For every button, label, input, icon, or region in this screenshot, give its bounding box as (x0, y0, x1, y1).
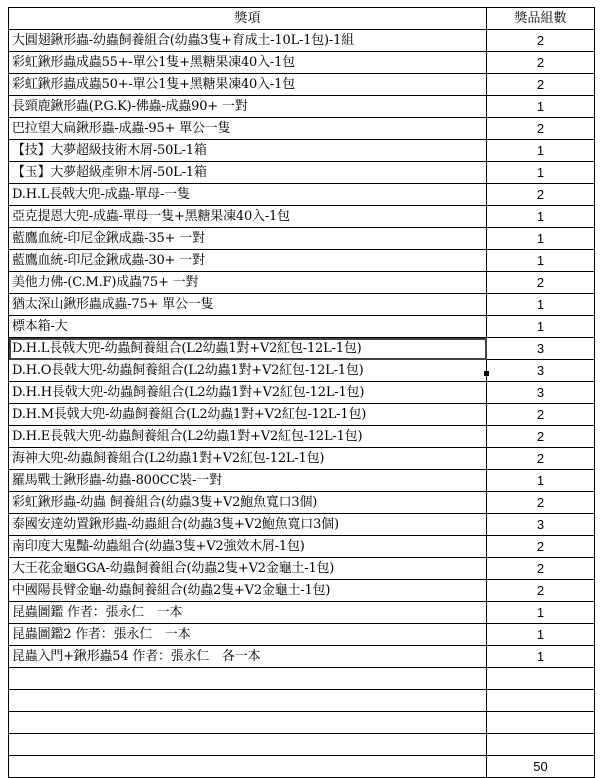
prize-qty-cell[interactable]: 1 (487, 624, 595, 646)
table-row (9, 536, 595, 558)
table-row (9, 646, 595, 668)
prize-name-cell[interactable]: 亞克提恩大兜-成蟲-單母一隻+黑糖果凍40入-1包 (9, 206, 487, 228)
prize-name-cell[interactable]: 藍鷹血統-印尼金鍬成蟲-30+ 一對 (9, 250, 487, 272)
table-row (9, 382, 595, 404)
table-row (9, 470, 595, 492)
table-row (9, 184, 595, 206)
prize-qty-cell[interactable]: 1 (487, 646, 595, 668)
header-item-cell[interactable]: 獎項 (9, 8, 487, 30)
prize-qty-cell[interactable]: 2 (487, 536, 595, 558)
prize-name-cell[interactable]: 海神大兜-幼蟲飼養組合(L2幼蟲1對+V2紅包-12L-1包) (9, 448, 487, 470)
prize-name-cell[interactable]: 泰國安達幼置鍬形蟲-幼蟲組合(幼蟲3隻+V2鮑魚寬口3個) (9, 514, 487, 536)
prize-qty-cell[interactable]: 2 (487, 404, 595, 426)
table-row (9, 294, 595, 316)
prize-name-cell[interactable] (9, 756, 487, 778)
prize-qty-cell[interactable]: 2 (487, 580, 595, 602)
prize-qty-cell[interactable]: 1 (487, 96, 595, 118)
prize-qty-cell[interactable]: 2 (487, 30, 595, 52)
selection-fill-handle[interactable] (484, 371, 489, 376)
prize-qty-cell[interactable]: 1 (487, 162, 595, 184)
table-row (9, 338, 595, 360)
table-row (9, 272, 595, 294)
table-row (9, 96, 595, 118)
prize-name-cell[interactable]: 標本箱-大 (9, 316, 487, 338)
prize-name-cell[interactable]: 昆蟲圖鑑2 作者：張永仁 一本 (9, 624, 487, 646)
table-row (9, 514, 595, 536)
prize-qty-cell[interactable]: 1 (487, 250, 595, 272)
table-row (9, 602, 595, 624)
table-row (9, 360, 595, 382)
prize-qty-cell[interactable]: 2 (487, 448, 595, 470)
prize-qty-cell[interactable]: 1 (487, 228, 595, 250)
prize-name-cell[interactable] (9, 734, 487, 756)
table-row (9, 580, 595, 602)
prize-qty-cell[interactable]: 1 (487, 470, 595, 492)
table-row (9, 756, 595, 778)
table-row (9, 690, 595, 712)
header-qty-cell[interactable]: 獎品組數 (487, 8, 595, 30)
prize-name-cell[interactable]: 大王花金龜GGA-幼蟲飼養組合(幼蟲2隻+V2金龜土-1包) (9, 558, 487, 580)
prize-qty-cell[interactable]: 3 (487, 382, 595, 404)
prize-qty-cell[interactable]: 3 (487, 360, 595, 382)
table-row (9, 228, 595, 250)
table-row (9, 448, 595, 470)
prize-name-cell[interactable]: 羅馬戰士鍬形蟲-幼蟲-800CC裝-一對 (9, 470, 487, 492)
table-row (9, 712, 595, 734)
prize-qty-cell[interactable]: 2 (487, 492, 595, 514)
prize-qty-cell[interactable] (487, 690, 595, 712)
prize-name-cell[interactable]: D.H.H長戟大兜-幼蟲飼養組合(L2幼蟲1對+V2紅包-12L-1包) (9, 382, 487, 404)
prize-name-cell[interactable]: 【技】大夢超級技術木屑-50L-1箱 (9, 140, 487, 162)
prize-name-cell[interactable] (9, 712, 487, 734)
table-row (9, 52, 595, 74)
prize-qty-cell[interactable]: 50 (487, 756, 595, 778)
prize-name-cell[interactable]: 長頸鹿鍬形蟲(P.G.K)-佛蟲-成蟲90+ 一對 (9, 96, 487, 118)
prize-sheet (8, 7, 594, 778)
table-row (9, 624, 595, 646)
prize-name-cell[interactable]: 彩虹鍬形蟲成蟲50+-單公1隻+黑糖果凍40入-1包 (9, 74, 487, 96)
table-row (9, 74, 595, 96)
prize-qty-cell[interactable]: 2 (487, 272, 595, 294)
prize-name-cell[interactable]: 美他力佛-(C.M.F)成蟲75+ 一對 (9, 272, 487, 294)
table-row (9, 492, 595, 514)
prize-qty-cell[interactable] (487, 712, 595, 734)
prize-name-cell[interactable]: D.H.M長戟大兜-幼蟲飼養組合(L2幼蟲1對+V2紅包-12L-1包) (9, 404, 487, 426)
prize-qty-cell[interactable]: 1 (487, 294, 595, 316)
table-row (9, 734, 595, 756)
prize-name-cell[interactable]: 昆蟲入門+鍬形蟲54 作者：張永仁 各一本 (9, 646, 487, 668)
table-row (9, 140, 595, 162)
prize-name-cell[interactable]: D.H.E長戟大兜-幼蟲飼養組合(L2幼蟲1對+V2紅包-12L-1包) (9, 426, 487, 448)
header-row (9, 8, 595, 30)
prize-name-cell[interactable]: 中國陽長臂金龜-幼蟲飼養組合(幼蟲2隻+V2金龜土-1包) (9, 580, 487, 602)
prize-name-cell[interactable] (9, 668, 487, 690)
prize-qty-cell[interactable]: 2 (487, 52, 595, 74)
prize-qty-cell[interactable]: 1 (487, 316, 595, 338)
table-row (9, 30, 595, 52)
prize-name-cell[interactable]: 南印度大鬼豔-幼蟲組合(幼蟲3隻+V2強效木屑-1包) (9, 536, 487, 558)
prize-name-cell[interactable]: 彩虹鍬形蟲成蟲55+-單公1隻+黑糖果凍40入-1包 (9, 52, 487, 74)
prize-qty-cell[interactable]: 2 (487, 118, 595, 140)
prize-name-cell[interactable]: 昆蟲圖鑑 作者：張永仁 一本 (9, 602, 487, 624)
table-row (9, 404, 595, 426)
table-row (9, 668, 595, 690)
prize-qty-cell[interactable]: 3 (487, 514, 595, 536)
prize-qty-cell[interactable]: 2 (487, 426, 595, 448)
prize-name-cell[interactable]: 大圓翅鍬形蟲-幼蟲飼養組合(幼蟲3隻+育成土-10L-1包)-1組 (9, 30, 487, 52)
prize-name-cell[interactable]: 【玉】大夢超級產卵木屑-50L-1箱 (9, 162, 487, 184)
prize-qty-cell[interactable]: 3 (487, 338, 595, 360)
table-row (9, 316, 595, 338)
prize-qty-cell[interactable]: 1 (487, 602, 595, 624)
prize-name-cell[interactable]: 猶太深山鍬形蟲成蟲-75+ 單公一隻 (9, 294, 487, 316)
prize-qty-cell[interactable]: 1 (487, 206, 595, 228)
prize-qty-cell[interactable] (487, 734, 595, 756)
table-row (9, 558, 595, 580)
prize-qty-cell[interactable]: 2 (487, 184, 595, 206)
table-row (9, 118, 595, 140)
prize-rows (9, 30, 595, 778)
table-row (9, 250, 595, 272)
prize-qty-cell[interactable]: 1 (487, 140, 595, 162)
prize-name-cell[interactable]: 藍鷹血統-印尼金鍬成蟲-35+ 一對 (9, 228, 487, 250)
prize-qty-cell[interactable]: 2 (487, 74, 595, 96)
prize-qty-cell[interactable] (487, 668, 595, 690)
table-row (9, 426, 595, 448)
prize-name-cell[interactable]: D.H.L長戟大兜-幼蟲飼養組合(L2幼蟲1對+V2紅包-12L-1包) (9, 338, 487, 360)
prize-name-cell[interactable]: D.H.O長戟大兜-幼蟲飼養組合(L2幼蟲1對+V2紅包-12L-1包) (9, 360, 487, 382)
prize-name-cell[interactable]: 巴拉望大扁鍬形蟲-成蟲-95+ 單公一隻 (9, 118, 487, 140)
prize-name-cell[interactable]: D.H.L長戟大兜-成蟲-單母-一隻 (9, 184, 487, 206)
prize-name-cell[interactable]: 彩虹鍬形蟲-幼蟲 飼養組合(幼蟲3隻+V2鮑魚寬口3個) (9, 492, 487, 514)
prize-qty-cell[interactable]: 2 (487, 558, 595, 580)
prize-name-cell[interactable] (9, 690, 487, 712)
prize-table (8, 7, 595, 778)
table-row (9, 206, 595, 228)
table-row (9, 162, 595, 184)
